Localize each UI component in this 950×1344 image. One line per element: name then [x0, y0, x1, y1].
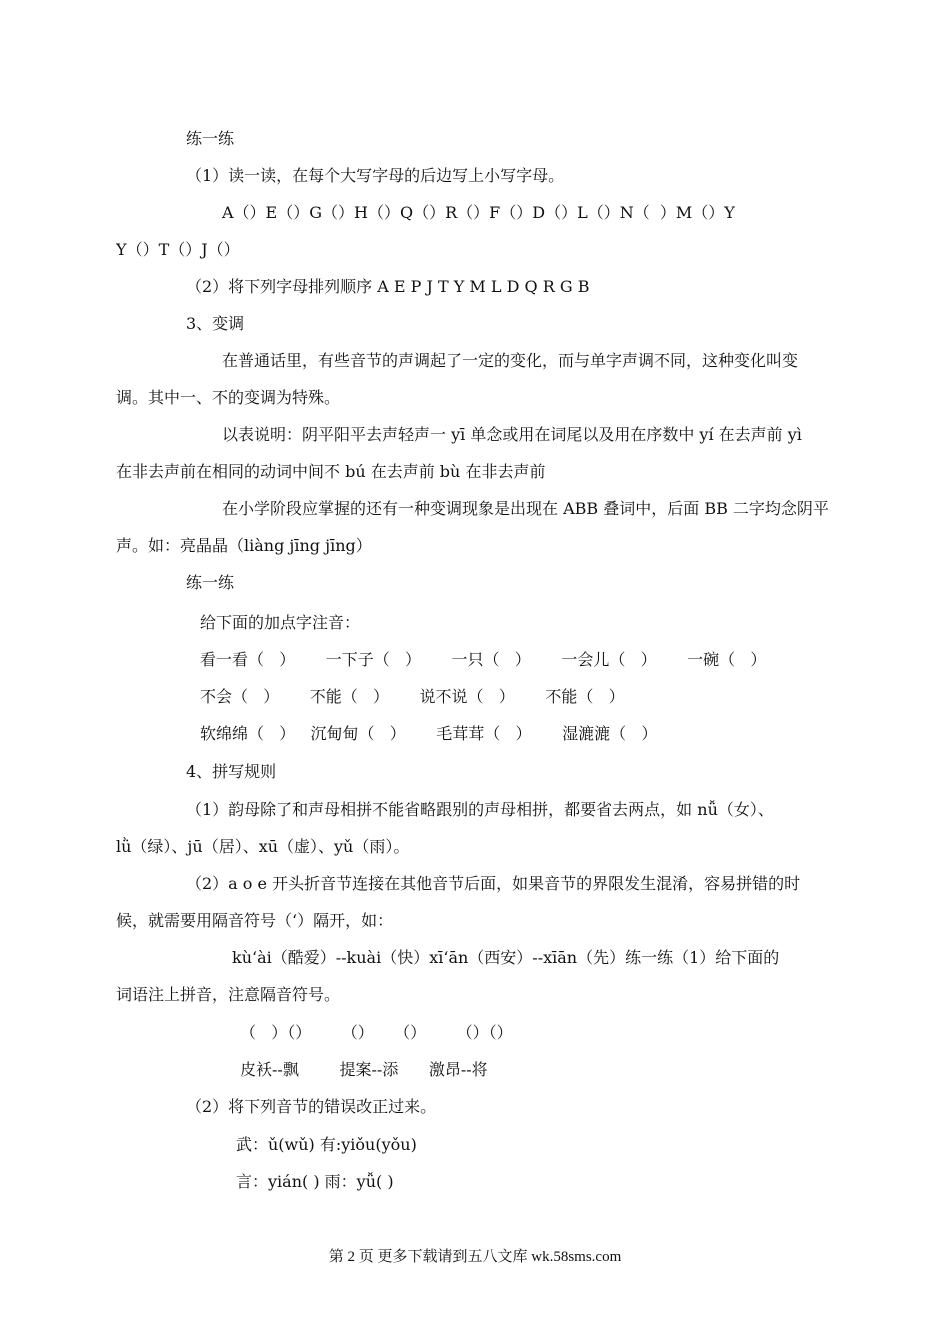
- examples-line-cont: 词语注上拼音，注意隔音符号。: [116, 985, 341, 1004]
- section-heading-practice-1: 练一练: [186, 129, 235, 148]
- annotate-row-2: 不会（ ） 不能（ ） 说不说（ ） 不能（ ）: [200, 687, 625, 706]
- rule-2: （2）a o e 开头折音节连接在其他音节后面，如果音节的界限发生混淆，容易拼错的时: [186, 874, 801, 893]
- correction-row-2: 言：yián( ) 雨：yǚ( ): [236, 1172, 394, 1191]
- paragraph-abb: 在小学阶段应掌握的还有一种变调现象是出现在 ABB 叠词中，后面 BB 二字均念阴平: [222, 499, 829, 518]
- section-heading-tone-change: 3、变调: [186, 314, 245, 333]
- rule-1: （1）韵母除了和声母相拼不能省略跟别的声母相拼，都要省去两点，如 nǚ（女）、: [186, 800, 774, 819]
- page-footer: 第 2 页 更多下载请到五八文库 wk.58sms.com: [328, 1249, 622, 1265]
- word-row: 皮袄--飘 提案--添 激昂--将: [240, 1060, 488, 1079]
- annotate-row-3: 软绵绵（ ） 沉甸甸（ ） 毛茸茸（ ） 湿漉漉（ ）: [200, 724, 658, 743]
- examples-line: kù‘ài（酷爱）--kuài（快）xī‘ān（西安）--xīān（先）练一练（1）给下面的: [232, 948, 780, 967]
- letter-row-1: A（）E（）G（）H（）Q（）R（）F（）D（）L（）N（ ）M（）Y: [222, 203, 735, 222]
- paragraph-tone-change: 在普通话里，有些音节的声调起了一定的变化，而与单字声调不同，这种变化叫变: [222, 351, 799, 370]
- section-heading-spelling-rules: 4、拼写规则: [186, 762, 277, 781]
- correction-row-1: 武：ǔ(wǔ) 有:yiǒu(yǒu): [236, 1135, 417, 1154]
- annotate-row-1: 看一看（ ） 一下子（ ） 一只（ ） 一会儿（ ） 一碗（ ）: [200, 650, 767, 669]
- exercise-1-instruction: （1）读一读，在每个大写字母的后边写上小写字母。: [186, 166, 565, 185]
- exercise-correct-instruction: （2）将下列音节的错误改正过来。: [186, 1097, 437, 1116]
- exercise-2-instruction: （2）将下列字母排列顺序 A E P J T Y M L D Q R G B: [186, 277, 590, 296]
- blank-row: （ ）（） （） （） （）（）: [240, 1023, 513, 1042]
- exercise-annotate-instruction: 给下面的加点字注音：: [200, 613, 361, 632]
- paragraph-table-note-cont: 在非去声前在相同的动词中间不 bú 在去声前 bù 在非去声前: [116, 462, 546, 481]
- rule-1-cont: lǜ（绿）、jū（居）、xū（虚）、yǔ（雨）。: [116, 837, 410, 856]
- paragraph-tone-change-cont: 调。其中一、不的变调为特殊。: [116, 388, 341, 407]
- rule-2-cont: 候，就需要用隔音符号（‘）隔开，如：: [116, 911, 394, 930]
- paragraph-table-note: 以表说明：阴平阳平去声轻声一 yī 单念或用在词尾以及用在序数中 yí 在去声前 yì: [222, 425, 802, 444]
- section-heading-practice-2: 练一练: [186, 573, 235, 592]
- letter-row-2: Y（）T（）J（）: [116, 240, 240, 259]
- paragraph-abb-cont: 声。如：亮晶晶（liàng jīng jīng）: [116, 536, 372, 555]
